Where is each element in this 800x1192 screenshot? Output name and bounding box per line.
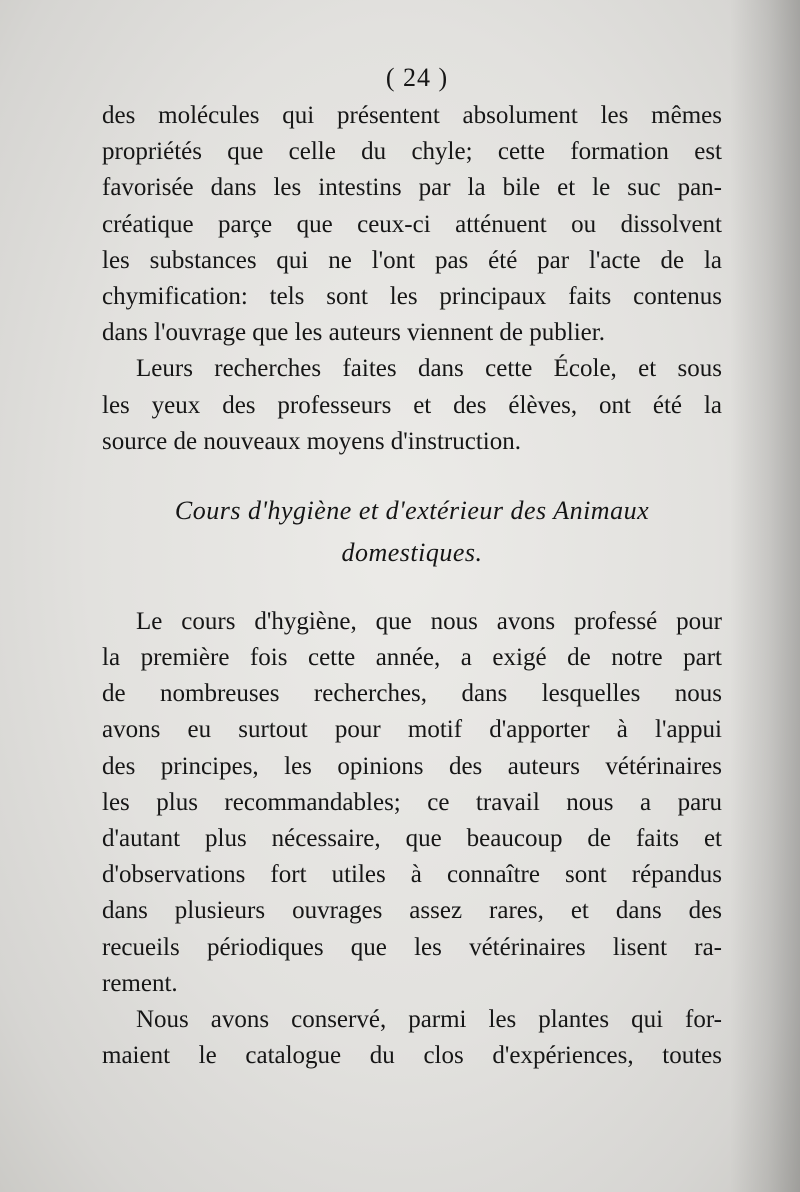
- text-line: source de nouveaux moyens d'instruction.: [102, 427, 521, 455]
- text-line: chymification: tels sont les principaux faits contenus: [102, 282, 722, 310]
- text-line: la première fois cette année, a exigé de notre part: [102, 644, 722, 672]
- section-heading: [102, 490, 722, 574]
- text-line: dans plusieurs ouvrages assez rares, et dans des: [102, 897, 722, 925]
- paragraph-1: [102, 98, 722, 351]
- section-heading-line: domestiques.: [341, 537, 483, 567]
- text-line: Nous avons conservé, parmi les plantes qui for-: [136, 1005, 722, 1033]
- text-line: Leurs recherches faites dans cette École, et sous: [136, 355, 722, 383]
- text-line: de nombreuses recherches, dans lesquelles nous: [102, 680, 722, 708]
- text-line: maient le catalogue du clos d'expériences, toutes: [102, 1042, 722, 1070]
- page-number: ( 24 ): [385, 63, 449, 92]
- text-line: les yeux des professeurs et des élèves, ont été la: [102, 391, 722, 419]
- text-line: les substances qui ne l'ont pas été par l'acte de la: [102, 246, 722, 274]
- section-heading-line: Cours d'hygiène et d'extérieur des Animaux: [174, 495, 650, 525]
- page-text: [102, 58, 722, 1074]
- text-line: d'observations fort utiles à connaître sont répandus: [102, 861, 722, 889]
- text-line: des molécules qui présentent absolument les mêmes: [102, 102, 722, 129]
- paragraph-2: [102, 351, 722, 460]
- paragraph-3: [102, 604, 722, 1002]
- text-line: créatique parçe que ceux-ci atténuent ou dissolvent: [102, 210, 722, 238]
- text-line: avons eu surtout pour motif d'apporter à l'appui: [102, 716, 722, 744]
- text-line: propriétés que celle du chyle; cette formation est: [102, 138, 722, 166]
- text-line: des principes, les opinions des auteurs vétérinaires: [102, 752, 722, 780]
- text-line: d'autant plus nécessaire, que beaucoup de faits et: [102, 825, 722, 852]
- text-line: rement.: [102, 969, 178, 997]
- text-line: les plus recommandables; ce travail nous a paru: [102, 788, 722, 816]
- text-line: favorisée dans les intestins par la bile et le suc pan-: [102, 174, 722, 202]
- text-line: Le cours d'hygiène, que nous avons professé pour: [136, 607, 722, 635]
- page-edge-shadow: [730, 0, 800, 1192]
- text-line: dans l'ouvrage que les auteurs viennent de publier.: [102, 319, 605, 347]
- text-line: recueils périodiques que les vétérinaires lisent ra-: [102, 933, 722, 961]
- paragraph-4: [102, 1002, 722, 1074]
